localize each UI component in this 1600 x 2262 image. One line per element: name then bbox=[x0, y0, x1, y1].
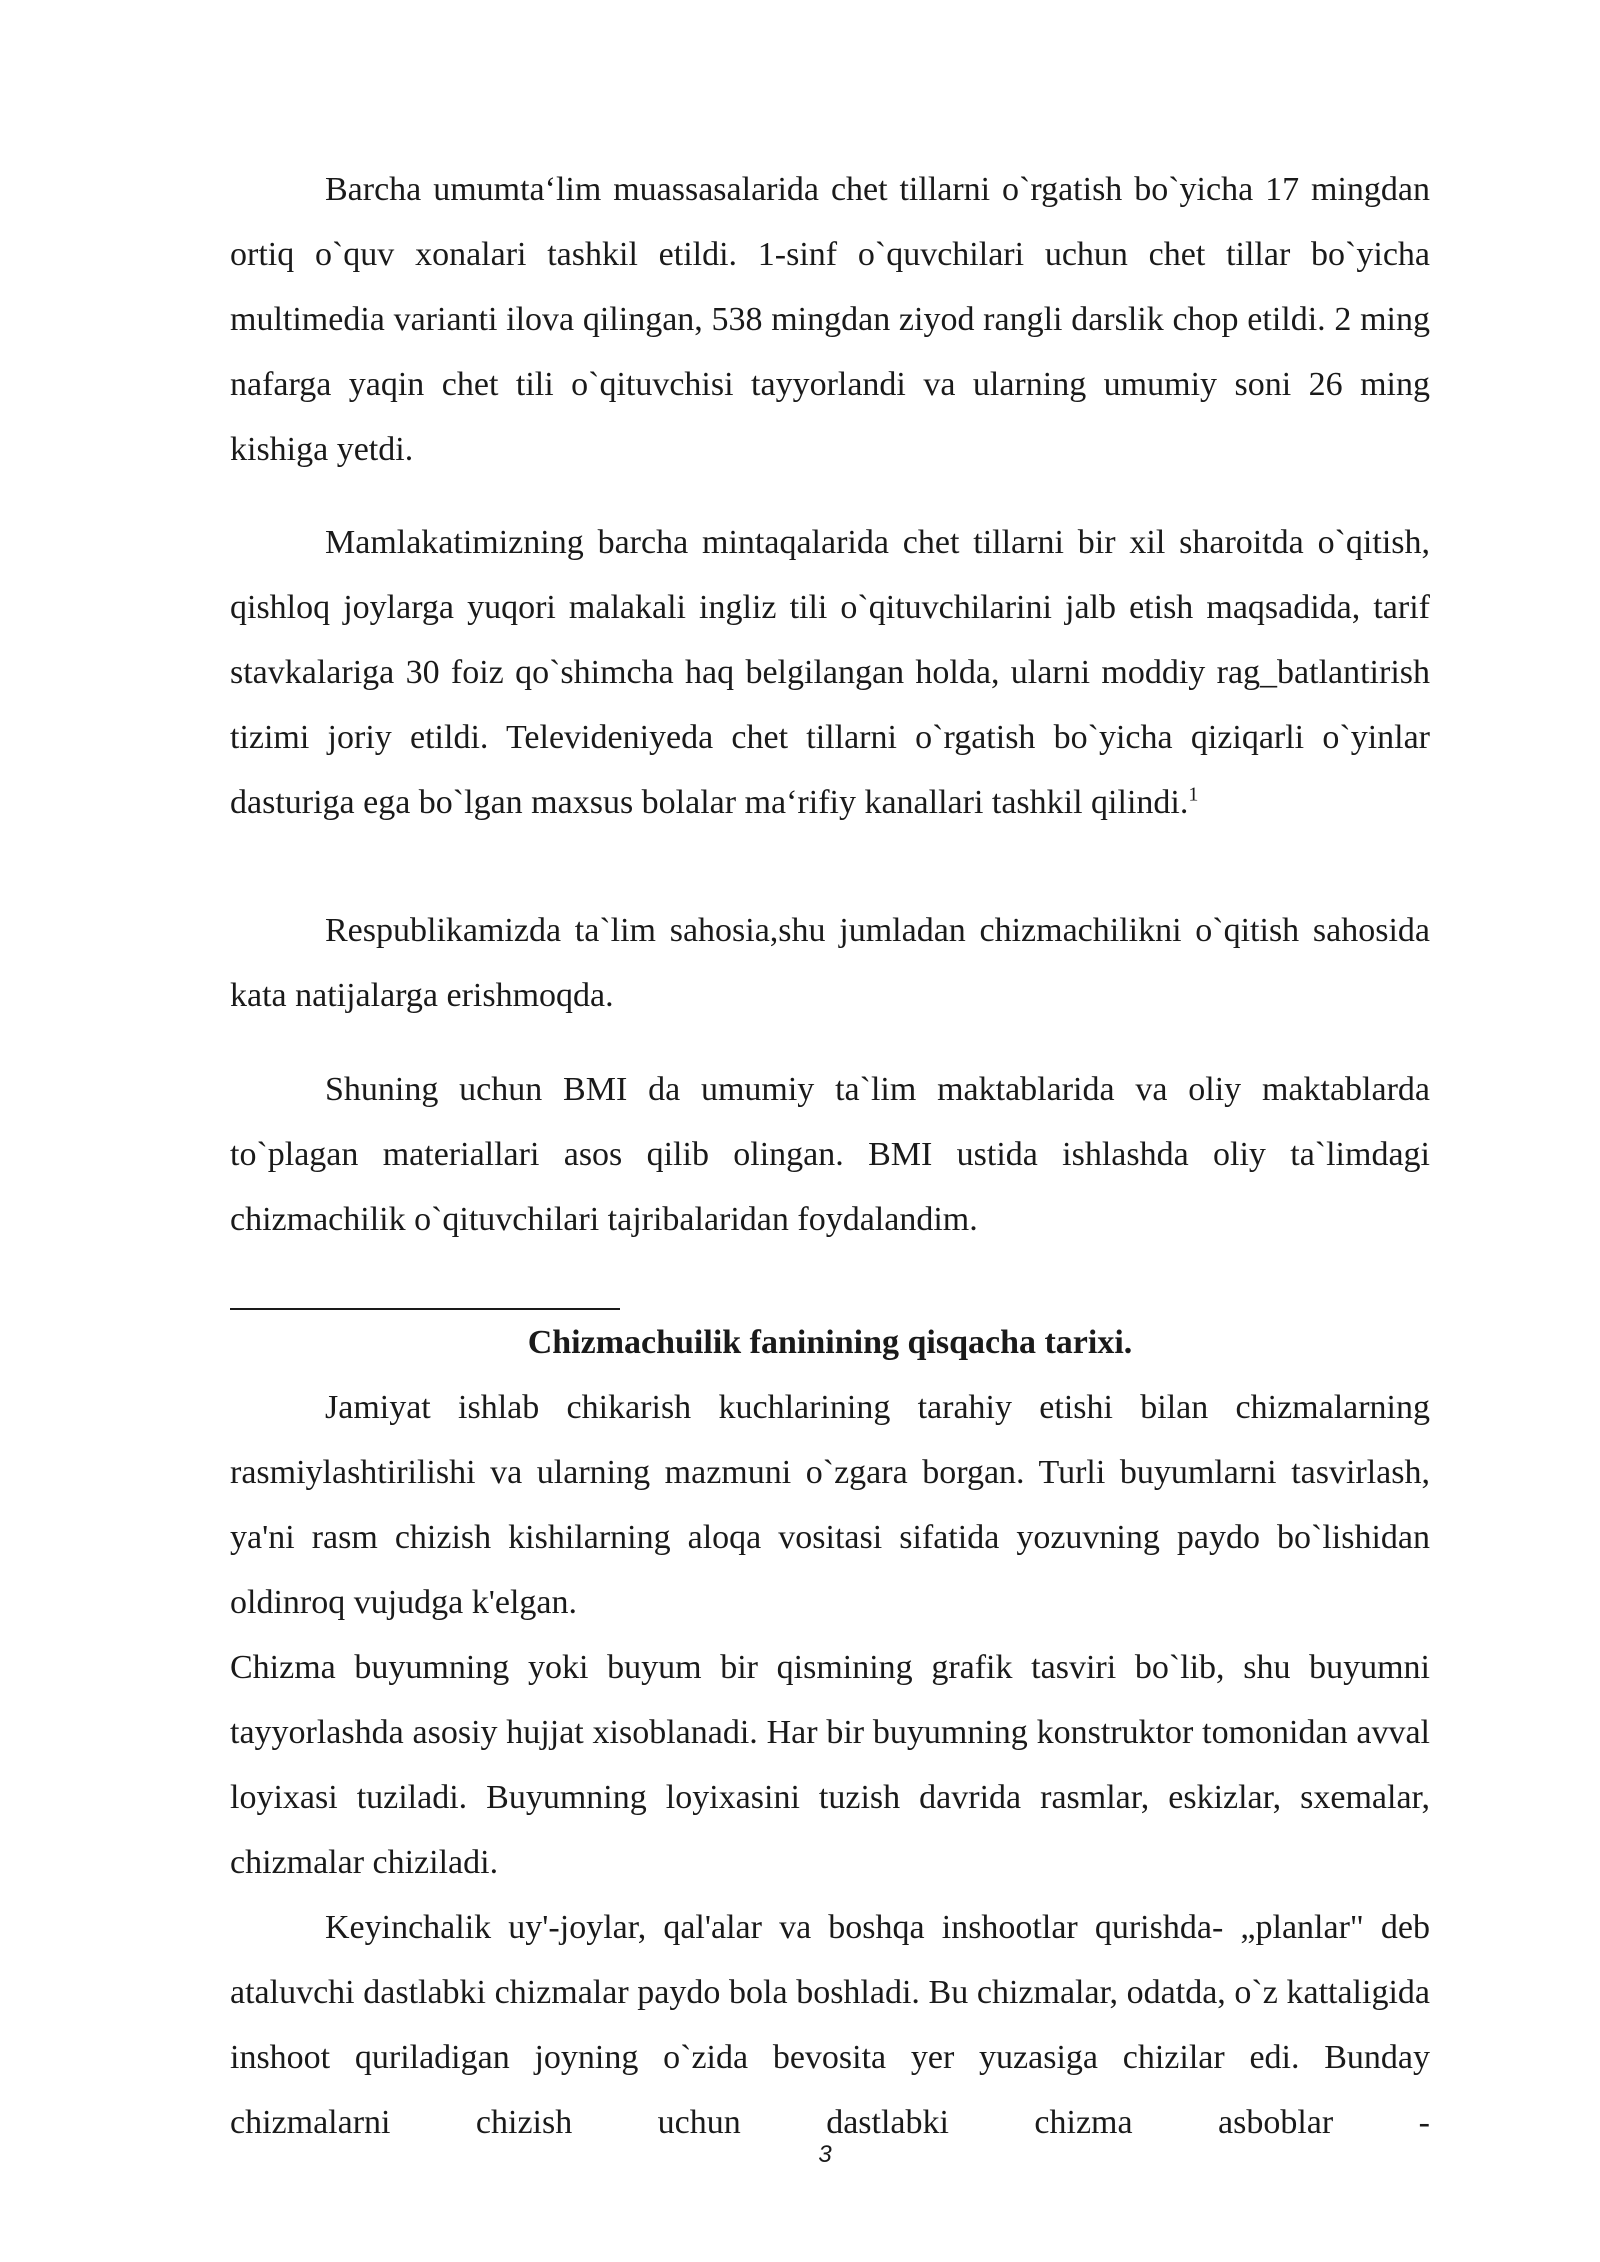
page-number: 3 bbox=[818, 2141, 832, 2168]
paragraph-drawing-history: Jamiyat ishlab chikarish kuchlarining tarahiy etishi bilan chizmalarning rasmiylashtirilishi va ularning mazmuni o`zgara borgan. Turli buyumlarni tasvirlash, ya'ni rasm chizish kishilarning aloqa vositasi sifatida yozuvning paydo bo`lishidan oldinroq vujudga k'elgan. bbox=[230, 1389, 1430, 1621]
paragraph-drawing-definition: Chizma buyumning yoki buyum bir qismining grafik tasviri bo`lib, shu buyumni tayyorlashda asosiy hujjat xisoblanadi. Har bir buyumning konstruktor tomonidan avval loyixasi tuziladi. Buyumning loyixasini tuzish davrida rasmlar, eskizlar, sxemalar, chizmalar chiziladi. bbox=[230, 1649, 1430, 1881]
paragraph-text: Mamlakatimizning barcha mintaqalarida chet tillarni bir xil sharoitda o`qitish, qishloq joylarga yuqori malakali ingliz tili o`qituvchilarini jalb etish maqsadida, tarif stavkalariga 30 foiz qo`shimcha haq belgilangan holda, ularni moddiy rag_batlantirish tizimi joriy etildi. Televideniyeda chet tillarni o`rgatish bo`yicha qiziqarli o`yinlar dasturiga ega bo`lgan maxsus bolalar ma‘rifiy kanallari tashkil qilindi. bbox=[230, 524, 1430, 821]
paragraph-early-plans: Keyinchalik uy'-joylar, qal'alar va boshqa inshootlar qurishda- „planlar" deb ataluvchi dastlabki chizmalar paydo bola boshladi. Bu chizmalar, odatda, o`z kattaligida inshoot quriladigan joyning o`zida bevosita yer yuzasiga chizilar edi. Bunday chizmalarni chizish uchun dastlabki chizma asboblar - bbox=[230, 1909, 1430, 2141]
paragraph-foreign-language-teachers bbox=[230, 510, 1430, 835]
paragraph-bmi-materials: Shuning uchun BMI da umumiy ta`lim maktablarida va oliy maktablarda to`plagan materiallari asos qilib olingan. BMI ustida ishlashda oliy ta`limdagi chizmachilik o`qituvchilari tajribalaridan foydalandim. bbox=[230, 1071, 1430, 1238]
section-heading: Chizmachuilik faninining qisqacha tarixi. bbox=[527, 1324, 1133, 1361]
footnote-marker: 1 bbox=[1188, 783, 1199, 806]
paragraph-foreign-language-classrooms: Barcha umumta‘lim muassasalarida chet tillarni o`rgatish bo`yicha 17 mingdan ortiq o`quv xonalari tashkil etildi. 1-sinf o`quvchilari uchun chet tillar bo`yicha multimedia varianti ilova qilingan, 538 mingdan ziyod rangli darslik chop etildi. 2 ming nafarga yaqin chet tili o`qituvchisi tayyorlandi va ularning umumiy soni 26 ming kishiga yetdi. bbox=[230, 171, 1430, 468]
paragraph-education-results: Respublikamizda ta`lim sahosia,shu jumladan chizmachilikni o`qitish sahosida kata natijalarga erishmoqda. bbox=[230, 912, 1430, 1014]
